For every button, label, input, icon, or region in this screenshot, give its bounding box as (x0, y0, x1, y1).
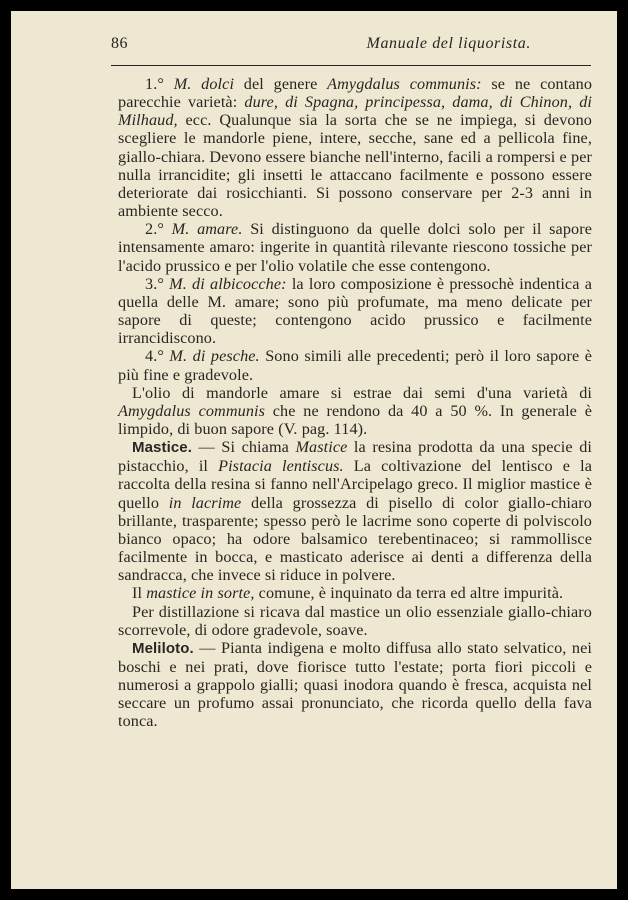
text-run: ecc. Qualunque sia la sorta che se ne impiega, si devono scegliere le mandorle piene, intere, secche, sane ed a pellicola fine, giallo-chiara. Devono essere bianche nell'interno, facili a rompersi e per nulla irrancidite; gli insetti le attaccano facilmente e possono essere deteriorate dai rosicchianti. Si possono conservare per 2-3 anni in ambiente secco. (118, 111, 592, 221)
text-run: Per distillazione si ricava dal mastice un olio essenziale giallo-chiaro scorrevole, di odore gradevole, soave. (118, 602, 592, 639)
text-run: — Si chiama (192, 438, 296, 457)
item-number: 3.° (145, 274, 164, 293)
text-run: della grossezza di pisello di color giallo-chiaro brillante, trasparente; spesso però le lacrime sono coperte di polviscolo bianco opaco; ha odore balsamico terebentinaceo; si rammollisce facilmente in bocca, e masticato aderisce ai denti a differenza della sandracca, che invece si riduce in polvere. (118, 493, 592, 585)
item-number: 2.° (145, 220, 164, 239)
entry-mastice (118, 438, 592, 584)
text-run: la resina prodotta da una specie di pistacchio, il (118, 438, 592, 476)
species-name: Pistacia lentiscus. (218, 457, 344, 476)
term: mastice in sorte, (146, 584, 255, 603)
text-run: se ne contano parecchie varietà: (118, 75, 593, 112)
item-label: M. amare. (171, 220, 243, 239)
item-label: M. dolci (173, 75, 235, 93)
page-header (11, 35, 617, 75)
paragraph-mastice-sorte (118, 584, 592, 602)
paragraph-apricot-almonds (118, 275, 592, 348)
running-title: Manuale del liquorista. (366, 35, 531, 52)
paragraph-mastice-distillation (118, 603, 592, 639)
variety-list: dure, di Spagna, principessa, dama, di Chinon, di Milhaud, (118, 93, 592, 130)
entry-heading: Meliloto. (132, 639, 194, 657)
text-run: Il (132, 584, 147, 603)
paragraph-almond-oil (118, 384, 592, 438)
term: in lacrime (168, 493, 242, 512)
text-run: L'olio di mandorle amare si estrae dai semi d'una varietà di (132, 383, 592, 402)
text-run: La coltivazione del lentisco e la raccolta della resina si fanno nell'Arcipelago greco. Il miglior mastice è quello (118, 457, 593, 512)
species-name: Amygdalus communis (118, 401, 266, 420)
item-label: M. di albicocche: (169, 274, 287, 293)
page-body (118, 75, 592, 731)
paragraph-peach-almonds (118, 347, 592, 383)
text-run: — Pianta indigena e molto diffusa allo stato selvatico, nei boschi e nei prati, dove fiorisce tutto l'estate; porta fiori piccoli e numerosi a grappolo gialli; quasi inodora quando è fresca, acquista nel seccare un profumo assai pronunciato, che ricorda quello della fava tonca. (118, 638, 592, 731)
header-rule (111, 65, 591, 66)
text-run: comune, è inquinato da terra ed altre impurità. (254, 584, 564, 603)
paragraph-bitter-almonds (118, 220, 592, 274)
item-number: 1.° (145, 75, 164, 93)
entry-meliloto (118, 639, 592, 731)
item-number: 4.° (145, 347, 164, 366)
text-run: del genere (234, 75, 328, 93)
paragraph-sweet-almonds (118, 75, 592, 220)
text-run: che ne rendono da 40 a 50 %. In generale è limpido, di buon sapore (V. pag. 114). (118, 401, 592, 438)
text-run: Si distinguono da quelle dolci solo per il sapore intensamente amaro: ingerite in quantità rilevante riescono tossiche per l'acido prussico e per l'olio volatile che esse contengono. (118, 220, 592, 275)
text-run: Sono simili alle precedenti; però il loro sapore è più fine e gradevole. (118, 347, 593, 384)
item-label: M. di pesche. (169, 347, 260, 366)
text-run: la loro composizione è pressochè indentica a quella delle M. amare; sono più profumate, ma meno delicate per sapore di queste; contengono acido prussico e facilmente irrancidiscono. (118, 274, 592, 348)
species-name: Amygdalus communis: (327, 75, 482, 93)
page-number: 86 (111, 35, 128, 52)
term: Mastice (295, 438, 348, 457)
book-page (11, 11, 617, 889)
entry-heading: Mastice. (132, 439, 192, 457)
